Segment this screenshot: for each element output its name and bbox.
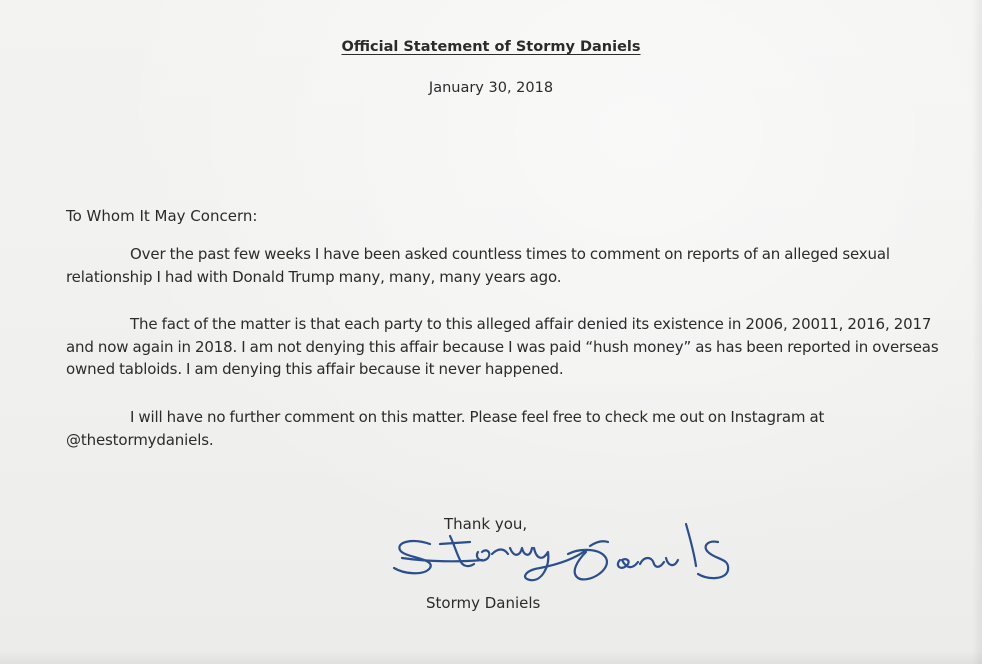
paragraph-3: I will have no further comment on this matter. Please feel free to check me out on Instagram at @thestormydaniels. xyxy=(66,408,825,449)
paper-bottom-edge xyxy=(0,650,982,664)
closing: Thank you, xyxy=(444,515,528,533)
paragraph-1: Over the past few weeks I have been asked countless times to comment on reports of an alleged sexual relationship I had with Donald Trump many, many, many years ago. xyxy=(66,245,890,286)
salutation: To Whom It May Concern: xyxy=(66,207,258,225)
document-date: January 30, 2018 xyxy=(428,80,554,96)
paragraph-2: The fact of the matter is that each party to this alleged affair denied its existence in 2006, 20011, 2016, 2017 and now again in 2018. I am not denying this affair because I was paid “hush money” as has been reported in overseas owned tabloids. I am denying this affair because it never happened. xyxy=(66,315,939,378)
document-title: Official Statement of Stormy Daniels xyxy=(341,39,641,55)
signer-name: Stormy Daniels xyxy=(426,594,541,612)
handwritten-signature xyxy=(390,518,750,594)
